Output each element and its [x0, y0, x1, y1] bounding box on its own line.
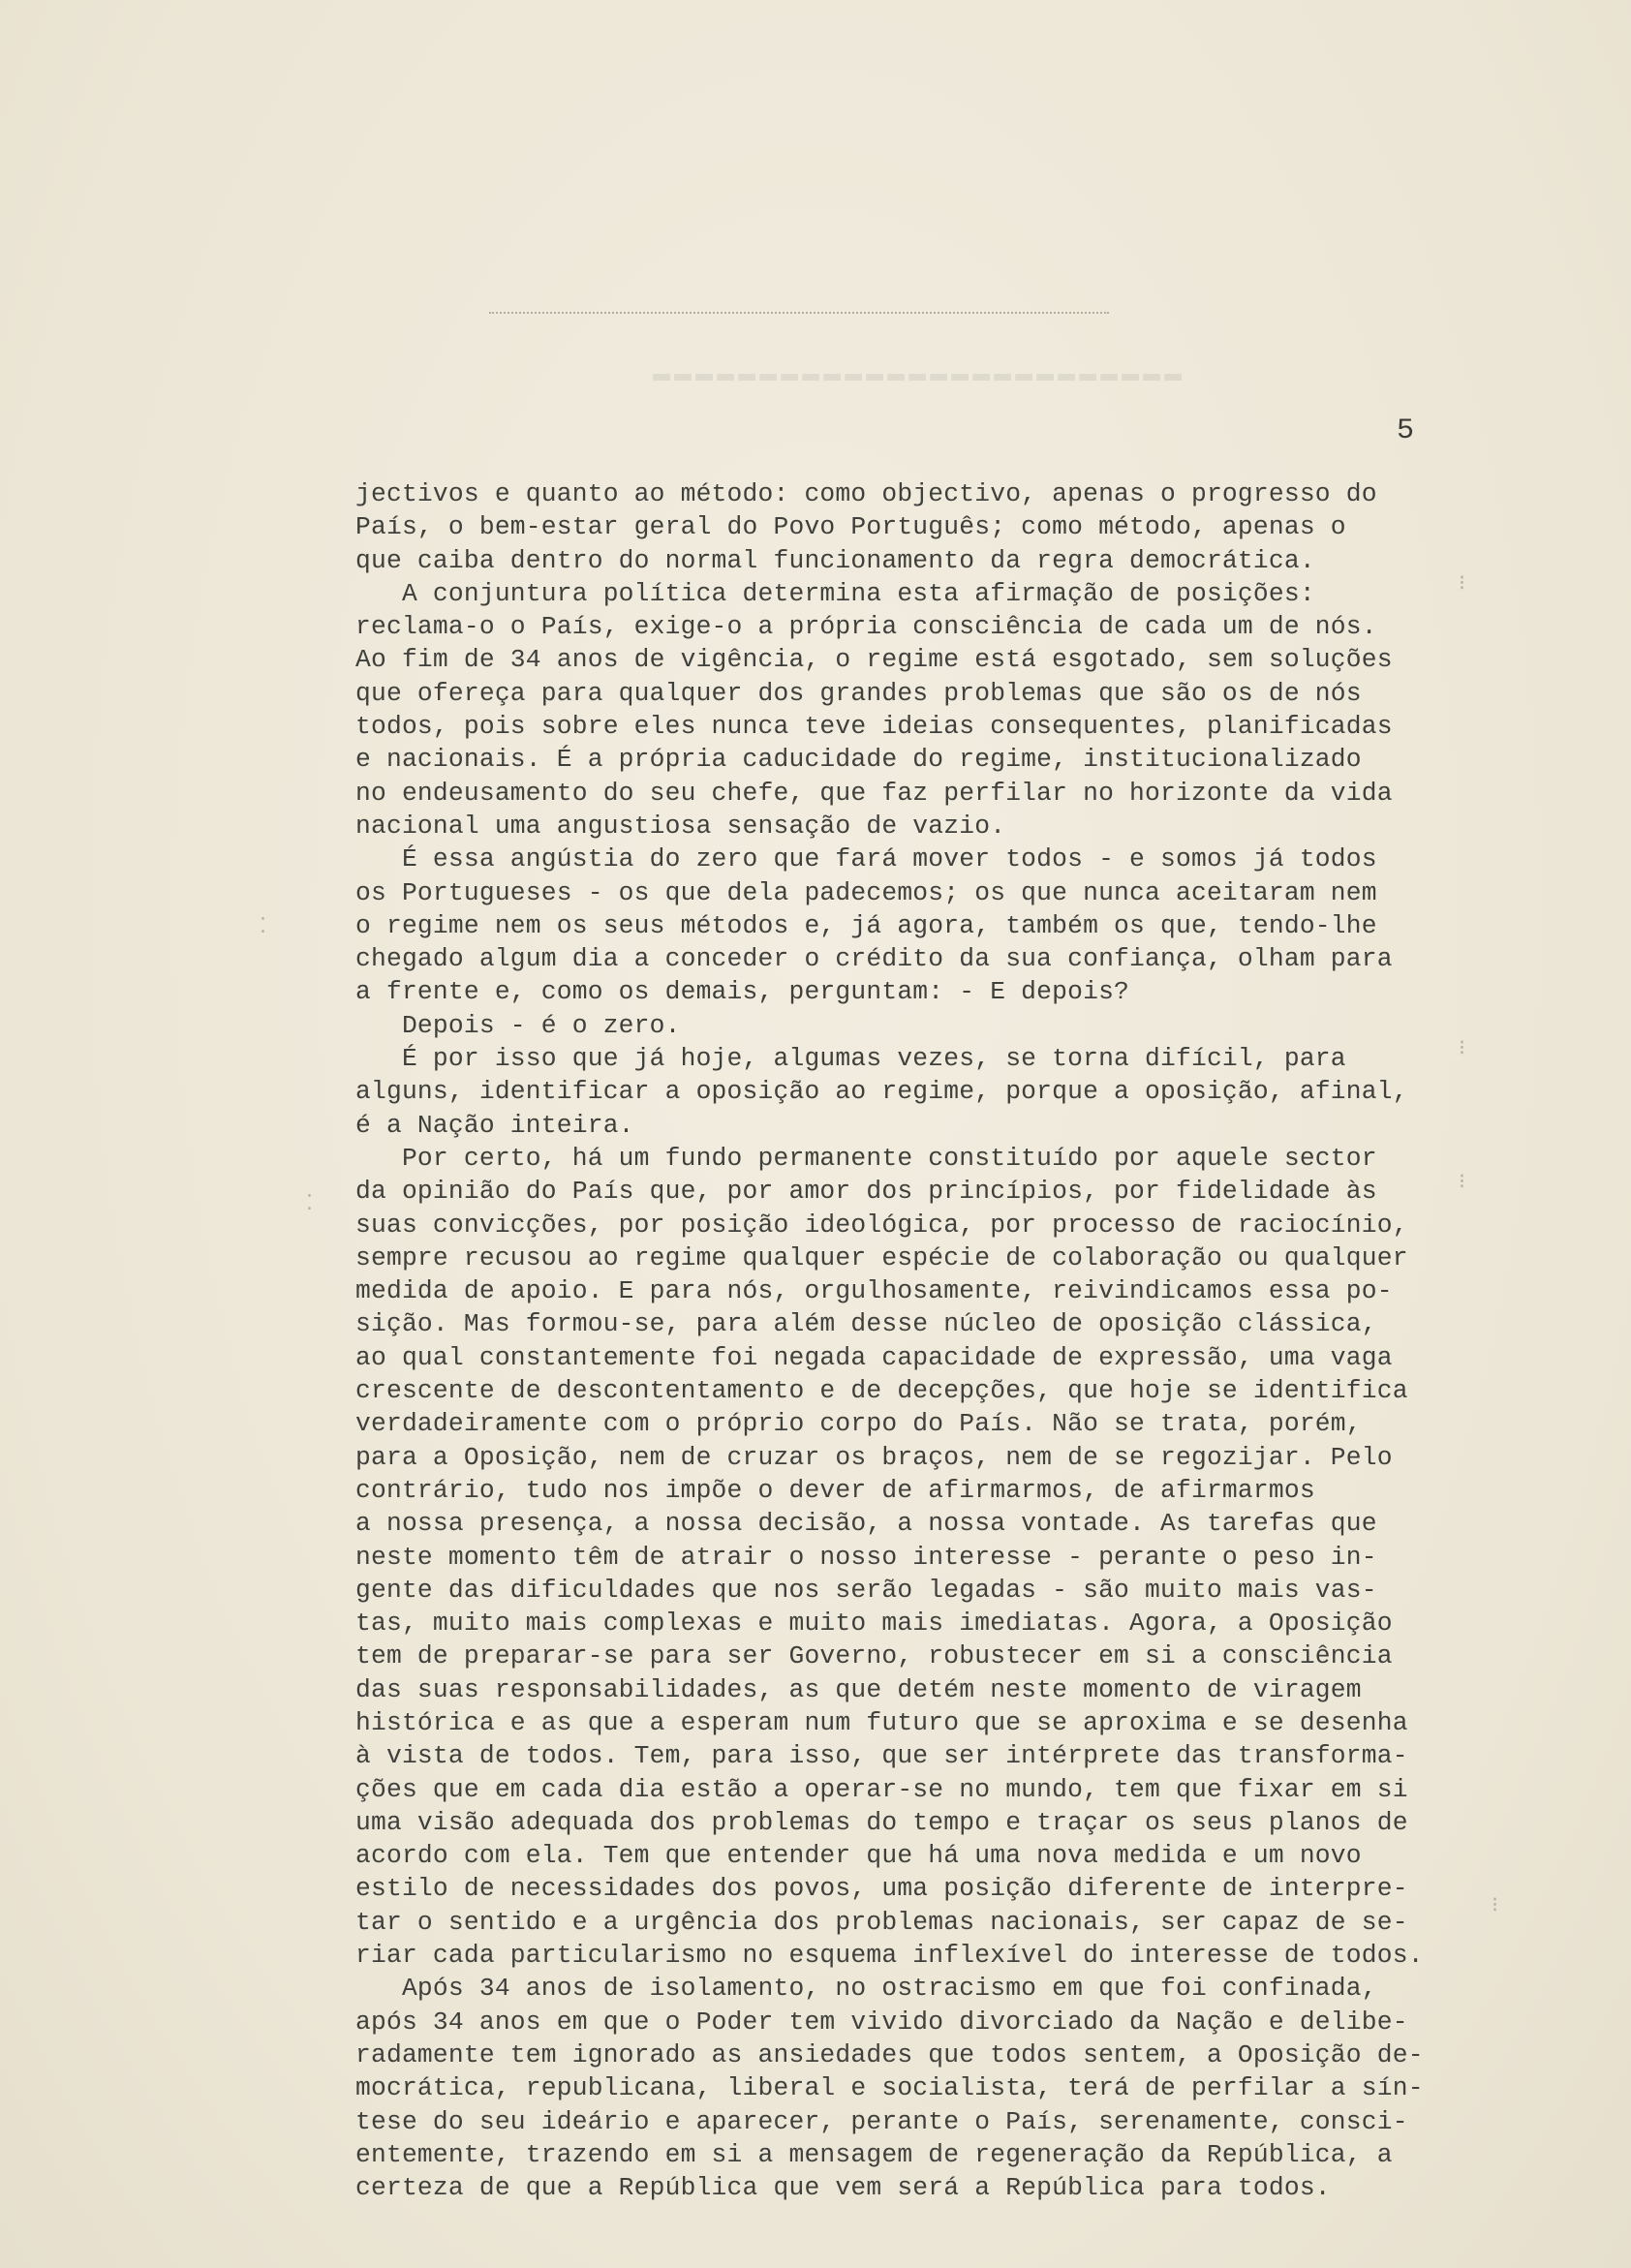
- text-line: verdadeiramente com o próprio corpo do País. Não se trata, porém,: [355, 1409, 1362, 1439]
- text-line: sempre recusou ao regime qualquer espécie de colaboração ou qualquer: [355, 1242, 1408, 1272]
- text-line: os Portugueses - os que dela padecemos; os que nunca aceitaram nem: [355, 877, 1377, 907]
- margin-mark: ⁚: [260, 915, 266, 939]
- text-line: certeza de que a República que vem será a República para todos.: [355, 2173, 1331, 2203]
- margin-mark: ⁝: [1492, 1894, 1498, 1918]
- text-line: neste momento têm de atrair o nosso interesse - perante o peso in-: [355, 1542, 1377, 1572]
- text-line: sição. Mas formou-se, para além desse núcleo de oposição clássica,: [355, 1309, 1377, 1339]
- text-line: crescente de descontentamento e de decepções, que hoje se identifica: [355, 1376, 1408, 1406]
- text-line: A conjuntura política determina esta afirmação de posições:: [355, 578, 1315, 608]
- text-line: tar o sentido e a urgência dos problemas nacionais, ser capaz de se-: [355, 1907, 1408, 1937]
- text-line: País, o bem-estar geral do Povo Português; como método, apenas o: [355, 512, 1346, 542]
- text-line: das suas responsabilidades, as que detém neste momento de viragem: [355, 1674, 1362, 1704]
- text-line: medida de apoio. E para nós, orgulhosamente, reivindicamos essa po-: [355, 1276, 1393, 1306]
- text-line: a nossa presença, a nossa decisão, a nossa vontade. As tarefas que: [355, 1509, 1377, 1539]
- text-line: radamente tem ignorado as ansiedades que todos sentem, a Oposição de-: [355, 2039, 1424, 2069]
- text-line: alguns, identificar a oposição ao regime, porque a oposição, afinal,: [355, 1077, 1408, 1107]
- text-line: à vista de todos. Tem, para isso, que ser intérprete das transforma-: [355, 1741, 1408, 1771]
- text-line: Após 34 anos de isolamento, no ostracismo em que foi confinada,: [355, 1974, 1377, 2004]
- text-line: acordo com ela. Tem que entender que há uma nova medida e um novo: [355, 1841, 1362, 1871]
- text-line: tas, muito mais complexas e muito mais imediatas. Agora, a Oposição: [355, 1609, 1393, 1639]
- text-line: todos, pois sobre eles nunca teve ideias consequentes, planificadas: [355, 712, 1393, 742]
- text-line: chegado algum dia a conceder o crédito da sua confiança, olham para: [355, 944, 1393, 974]
- text-line: tem de preparar-se para ser Governo, robustecer em si a consciência: [355, 1641, 1393, 1671]
- text-line: mocrática, republicana, liberal e socialista, terá de perfilar a sín-: [355, 2073, 1424, 2103]
- text-line: jectivos e quanto ao método: como objectivo, apenas o progresso do: [355, 479, 1377, 508]
- margin-mark: ⁝: [1459, 1171, 1465, 1195]
- text-line: e nacionais. É a própria caducidade do regime, institucionalizado: [355, 745, 1362, 775]
- text-line: que caiba dentro do normal funcionamento da regra democrática.: [355, 545, 1315, 575]
- text-line: Por certo, há um fundo permanente constituído por aquele sector: [355, 1143, 1377, 1173]
- page-number: 5: [1397, 414, 1415, 447]
- text-line: reclama-o o País, exige-o a própria consciência de cada um de nós.: [355, 612, 1377, 642]
- text-line: Depois - é o zero.: [355, 1010, 681, 1040]
- text-line: riar cada particularismo no esquema inflexível do interesse de todos.: [355, 1941, 1424, 1971]
- text-line: É essa angústia do zero que fará mover todos - e somos já todos: [355, 844, 1377, 874]
- margin-mark: ⁝: [1459, 572, 1465, 597]
- text-line: é a Nação inteira.: [355, 1110, 634, 1140]
- text-line: histórica e as que a esperam num futuro que se aproxima e se desenha: [355, 1707, 1408, 1737]
- text-line: estilo de necessidades dos povos, uma posição diferente de interpre-: [355, 1874, 1408, 1904]
- text-line: o regime nem os seus métodos e, já agora, também os que, tendo-lhe: [355, 910, 1377, 940]
- text-line: uma visão adequada dos problemas do tempo e traçar os seus planos de: [355, 1807, 1408, 1837]
- text-line: a frente e, como os demais, perguntam: - E depois?: [355, 977, 1130, 1007]
- text-line: no endeusamento do seu chefe, que faz perfilar no horizonte da vida: [355, 778, 1393, 808]
- text-line: gente das dificuldades que nos serão legadas - são muito mais vas-: [355, 1575, 1377, 1605]
- text-line: tese do seu ideário e aparecer, perante o País, serenamente, consci-: [355, 2106, 1408, 2136]
- show-through-shadow: ▬▬▬▬▬▬▬▬▬▬▬▬▬▬▬▬▬▬▬▬▬▬▬▬▬: [648, 358, 1182, 391]
- text-line: após 34 anos em que o Poder tem vivido divorciado da Nação e delibe-: [355, 2007, 1408, 2037]
- text-line: para a Oposição, nem de cruzar os braços, nem de se regozijar. Pelo: [355, 1442, 1393, 1472]
- text-line: ções que em cada dia estão a operar-se no mundo, tem que fixar em si: [355, 1774, 1408, 1804]
- body-text: [355, 477, 1542, 2204]
- margin-mark: ⁝: [1459, 1037, 1465, 1061]
- text-line: Ao fim de 34 anos de vigência, o regime está esgotado, sem soluções: [355, 645, 1393, 675]
- text-line: que ofereça para qualquer dos grandes problemas que são os de nós: [355, 678, 1362, 708]
- text-line: nacional uma angustiosa sensação de vazio.: [355, 811, 1006, 841]
- text-line: entemente, trazendo em si a mensagem de regeneração da República, a: [355, 2139, 1393, 2169]
- text-line: da opinião do País que, por amor dos princípios, por fidelidade às: [355, 1177, 1377, 1207]
- text-line: ao qual constantemente foi negada capacidade de expressão, uma vaga: [355, 1342, 1393, 1372]
- text-line: É por isso que já hoje, algumas vezes, se torna difícil, para: [355, 1044, 1346, 1074]
- faint-dotted-line: [489, 312, 1109, 316]
- text-line: contrário, tudo nos impõe o dever de afirmarmos, de afirmarmos: [355, 1475, 1315, 1505]
- text-line: suas convicções, por posição ideológica, por processo de raciocínio,: [355, 1210, 1408, 1240]
- margin-mark: ⁚: [306, 1192, 313, 1216]
